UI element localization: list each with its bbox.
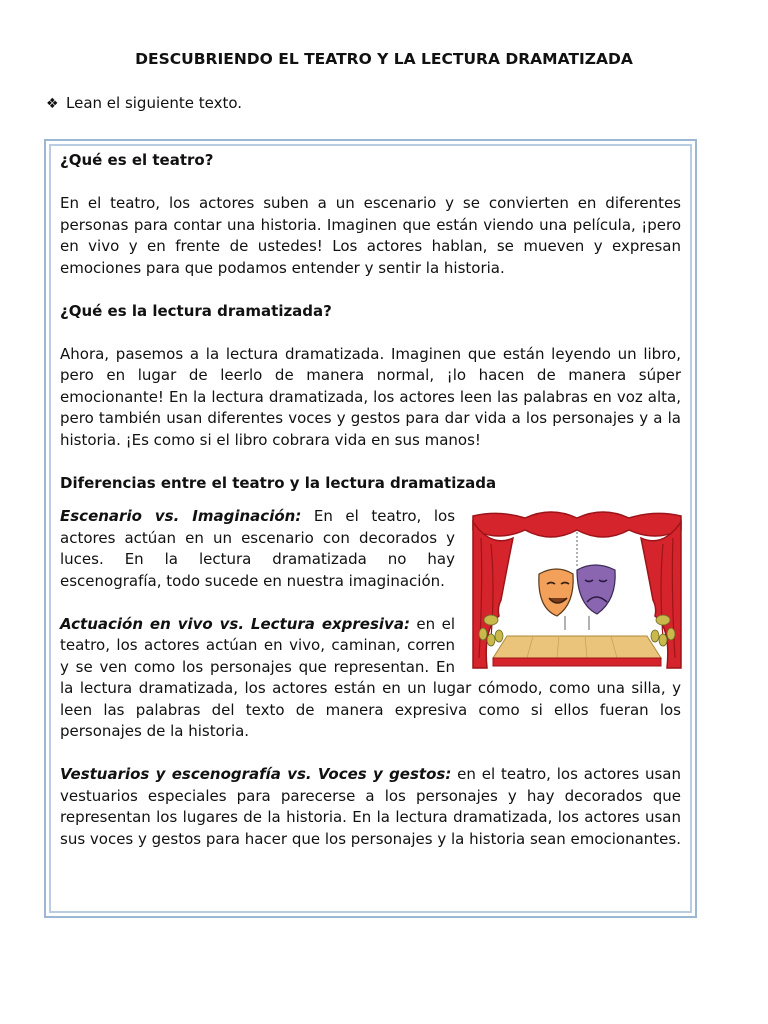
difference-term: Escenario vs. Imaginación: (60, 507, 302, 525)
instruction (46, 94, 242, 112)
paragraph-theater: En el teatro, los actores suben a un escenario y se convierten en diferentes personas para contar una historia. Imaginen que están viendo una película, ¡pero en vivo y en frente de ustedes! Los actores hablan, se mueven y expresan emociones para que podamos entender y sentir la historia. (60, 194, 681, 277)
difference-text: en el teatro, los actores actúan en vivo, caminan, corren y se ven como los personajes que representan. En la lectura dramatizada, los actores están en un lugar cómodo, como una silla, y leen las palabras del texto de manera expresiva como si ellos fueran los personajes de la historia. (60, 614, 681, 740)
heading-differences: Diferencias entre el teatro y la lectura dramatizada (60, 473, 497, 492)
document-title: DESCUBRIENDO EL TEATRO Y LA LECTURA DRAMATIZADA (135, 50, 633, 68)
theater-stage-masks-icon (469, 508, 685, 678)
reading-box-inner (49, 144, 692, 913)
paragraph-dramatized-reading: Ahora, pasemos a la lectura dramatizada. Imaginen que están leyendo un libro, pero en lugar de leerlo de manera normal, ¡lo hacen de manera súper emocionante! En la lectura dramatizada, los actores leen las palabras en voz alta, pero también usan diferentes voces y gestos para dar vida a los personajes y a la historia. ¡Es como si el libro cobrara vida en sus manos! (60, 344, 681, 449)
differences-block (60, 506, 681, 850)
difference-term: Vestuarios y escenografía vs. Voces y gestos: (60, 765, 452, 783)
difference-text: en el teatro, los actores usan vestuarios especiales para parecerse a los personajes y hay decorados que representan los lugares de la historia. En la lectura dramatizada, los actores usan sus voces y gestos para hacer que los personajes y la historia sean emocionantes. (60, 765, 681, 848)
heading-what-is-dramatized-reading: ¿Qué es la lectura dramatizada? (60, 301, 332, 320)
difference-term: Actuación en vivo vs. Lectura expresiva: (60, 614, 410, 633)
reading-content (60, 150, 681, 850)
instruction-text: Lean el siguiente texto. (66, 94, 243, 112)
reading-box (44, 139, 697, 918)
difference-text: En el teatro, los actores actúan en un escenario con decorados y luces. En la lectura dramatizada no hay escenografía, todo sucede en nuestra imaginación. (60, 507, 456, 590)
diamond-bullet-icon: ❖ (46, 96, 59, 112)
difference-item (60, 764, 681, 850)
heading-what-is-theater: ¿Qué es el teatro? (60, 151, 214, 169)
